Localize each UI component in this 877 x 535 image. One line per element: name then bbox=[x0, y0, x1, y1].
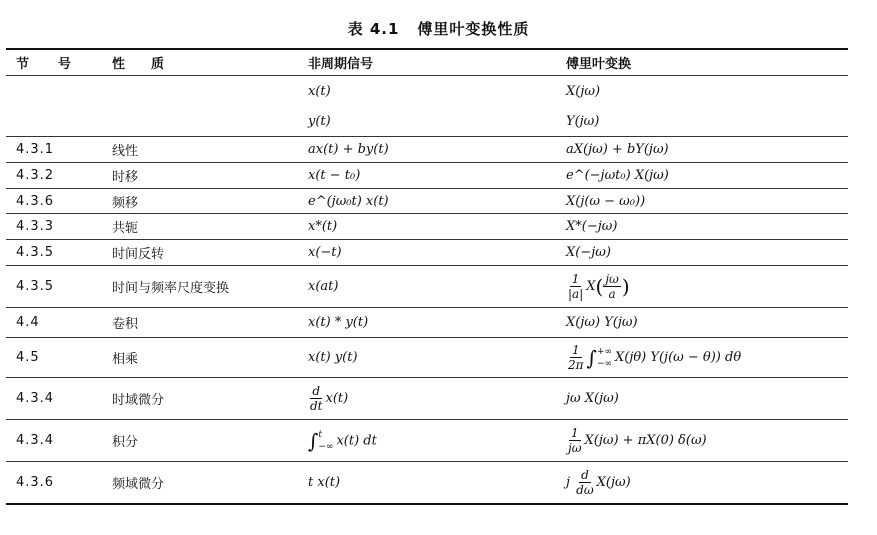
transform-cell: X(−jω) bbox=[566, 245, 611, 260]
table-row bbox=[6, 163, 848, 189]
signal-cell: x(t) bbox=[308, 84, 331, 99]
section-cell: 4.3.3 bbox=[16, 219, 55, 234]
property-cell: 相乘 bbox=[112, 352, 139, 367]
section-cell: 4.3.4 bbox=[16, 391, 55, 406]
section-cell: 4.3.4 bbox=[16, 433, 55, 448]
transform-cell-integral: $\frac{1}{j\omega}$ X(jω) + πX(0) δ(ω) bbox=[568, 426, 707, 455]
fraction: $\frac{d}{d\omega}$ bbox=[576, 468, 594, 497]
table-row bbox=[6, 107, 848, 137]
fraction: $\frac{1}{2\pi}$ bbox=[568, 343, 584, 372]
section-cell: 4.3.6 bbox=[16, 475, 55, 490]
property-cell: 时间反转 bbox=[112, 247, 165, 262]
table-row bbox=[6, 214, 848, 240]
transform-cell: X*(−jω) bbox=[566, 219, 618, 234]
signal-cell-integral: ∫ t −∞ x(t) dt bbox=[308, 428, 377, 453]
section-cell: 4.3.5 bbox=[16, 245, 55, 260]
table-header-row bbox=[6, 50, 848, 76]
table-row bbox=[6, 338, 848, 378]
property-cell: 共轭 bbox=[112, 221, 139, 236]
table-row bbox=[6, 266, 848, 308]
property-cell: 卷积 bbox=[112, 317, 139, 332]
section-cell: 4.3.5 bbox=[16, 279, 55, 294]
signal-cell: x(t) * y(t) bbox=[308, 315, 369, 330]
table-row bbox=[6, 462, 848, 503]
property-cell: 频移 bbox=[112, 195, 139, 211]
transform-cell: X(jω) Y(jω) bbox=[566, 315, 638, 330]
signal-cell: x*(t) bbox=[308, 219, 338, 234]
table-row bbox=[6, 189, 848, 214]
signal-cell: t x(t) bbox=[308, 475, 341, 490]
property-cell: 时间与频率尺度变换 bbox=[112, 281, 230, 296]
transform-cell: aX(jω) + bY(jω) bbox=[566, 142, 669, 157]
signal-cell: x(at) bbox=[308, 279, 339, 294]
property-cell: 时域微分 bbox=[112, 393, 165, 408]
table-row bbox=[6, 308, 848, 338]
property-cell: 频域微分 bbox=[112, 477, 165, 492]
fraction: $\frac{d}{dt}$ bbox=[310, 384, 323, 413]
fraction: $\frac{1}{|a|}$ bbox=[568, 272, 584, 301]
fourier-properties-table bbox=[6, 48, 848, 505]
section-cell: 4.3.1 bbox=[16, 142, 55, 157]
section-cell: 4.3.2 bbox=[16, 168, 55, 183]
transform-cell: e^(−jωt₀) X(jω) bbox=[566, 168, 669, 183]
transform-cell: jω X(jω) bbox=[566, 391, 619, 406]
signal-cell: x(t) y(t) bbox=[308, 350, 358, 365]
fraction: $\frac{1}{j\omega}$ bbox=[568, 426, 582, 455]
header-section: 节 号 bbox=[16, 57, 73, 72]
table-caption bbox=[0, 18, 877, 39]
table-number: 表 4.1 bbox=[347, 20, 400, 38]
table-row bbox=[6, 240, 848, 266]
transform-cell-freq-derivative: j $\frac{d}{d\omega}$ X(jω) bbox=[566, 468, 631, 497]
integral-sign: ∫ bbox=[586, 345, 597, 370]
transform-cell: X(jω) bbox=[566, 84, 601, 99]
property-cell: 积分 bbox=[112, 435, 139, 450]
integral-sign: ∫ bbox=[308, 428, 319, 453]
property-cell: 线性 bbox=[112, 144, 139, 159]
property-cell: 时移 bbox=[112, 170, 139, 185]
section-cell: 4.4 bbox=[16, 315, 40, 330]
table-row bbox=[6, 420, 848, 462]
header-aperiodic-signal: 非周期信号 bbox=[308, 57, 374, 72]
signal-cell: x(−t) bbox=[308, 245, 342, 260]
signal-cell-derivative: $\frac{d}{dt}$ x(t) bbox=[310, 384, 349, 413]
signal-cell: x(t − t₀) bbox=[308, 168, 361, 183]
transform-cell: X(j(ω − ω₀)) bbox=[566, 193, 646, 209]
table-row bbox=[6, 137, 848, 163]
signal-cell: e^(jω₀t) x(t) bbox=[308, 193, 389, 209]
transform-cell-multiplication: $\frac{1}{2\pi}$ ∫ +∞ −∞ X(jθ) Y(j(ω − θ)) dθ bbox=[568, 343, 742, 372]
section-cell: 4.3.6 bbox=[16, 193, 55, 209]
table-row bbox=[6, 378, 848, 420]
table-row bbox=[6, 76, 848, 107]
transform-cell-scaling: $\frac{1}{|a|}$ X( $\frac{j\omega}{a}$ ) bbox=[568, 272, 630, 301]
signal-cell: y(t) bbox=[308, 114, 331, 129]
fraction: $\frac{j\omega}{a}$ bbox=[605, 272, 619, 301]
header-fourier-transform: 傅里叶变换 bbox=[566, 57, 632, 72]
transform-cell: Y(jω) bbox=[566, 114, 600, 129]
table-title: 傅里叶变换性质 bbox=[417, 20, 530, 38]
section-cell: 4.5 bbox=[16, 350, 40, 365]
signal-cell: ax(t) + by(t) bbox=[308, 142, 389, 157]
header-property: 性 质 bbox=[112, 57, 165, 72]
